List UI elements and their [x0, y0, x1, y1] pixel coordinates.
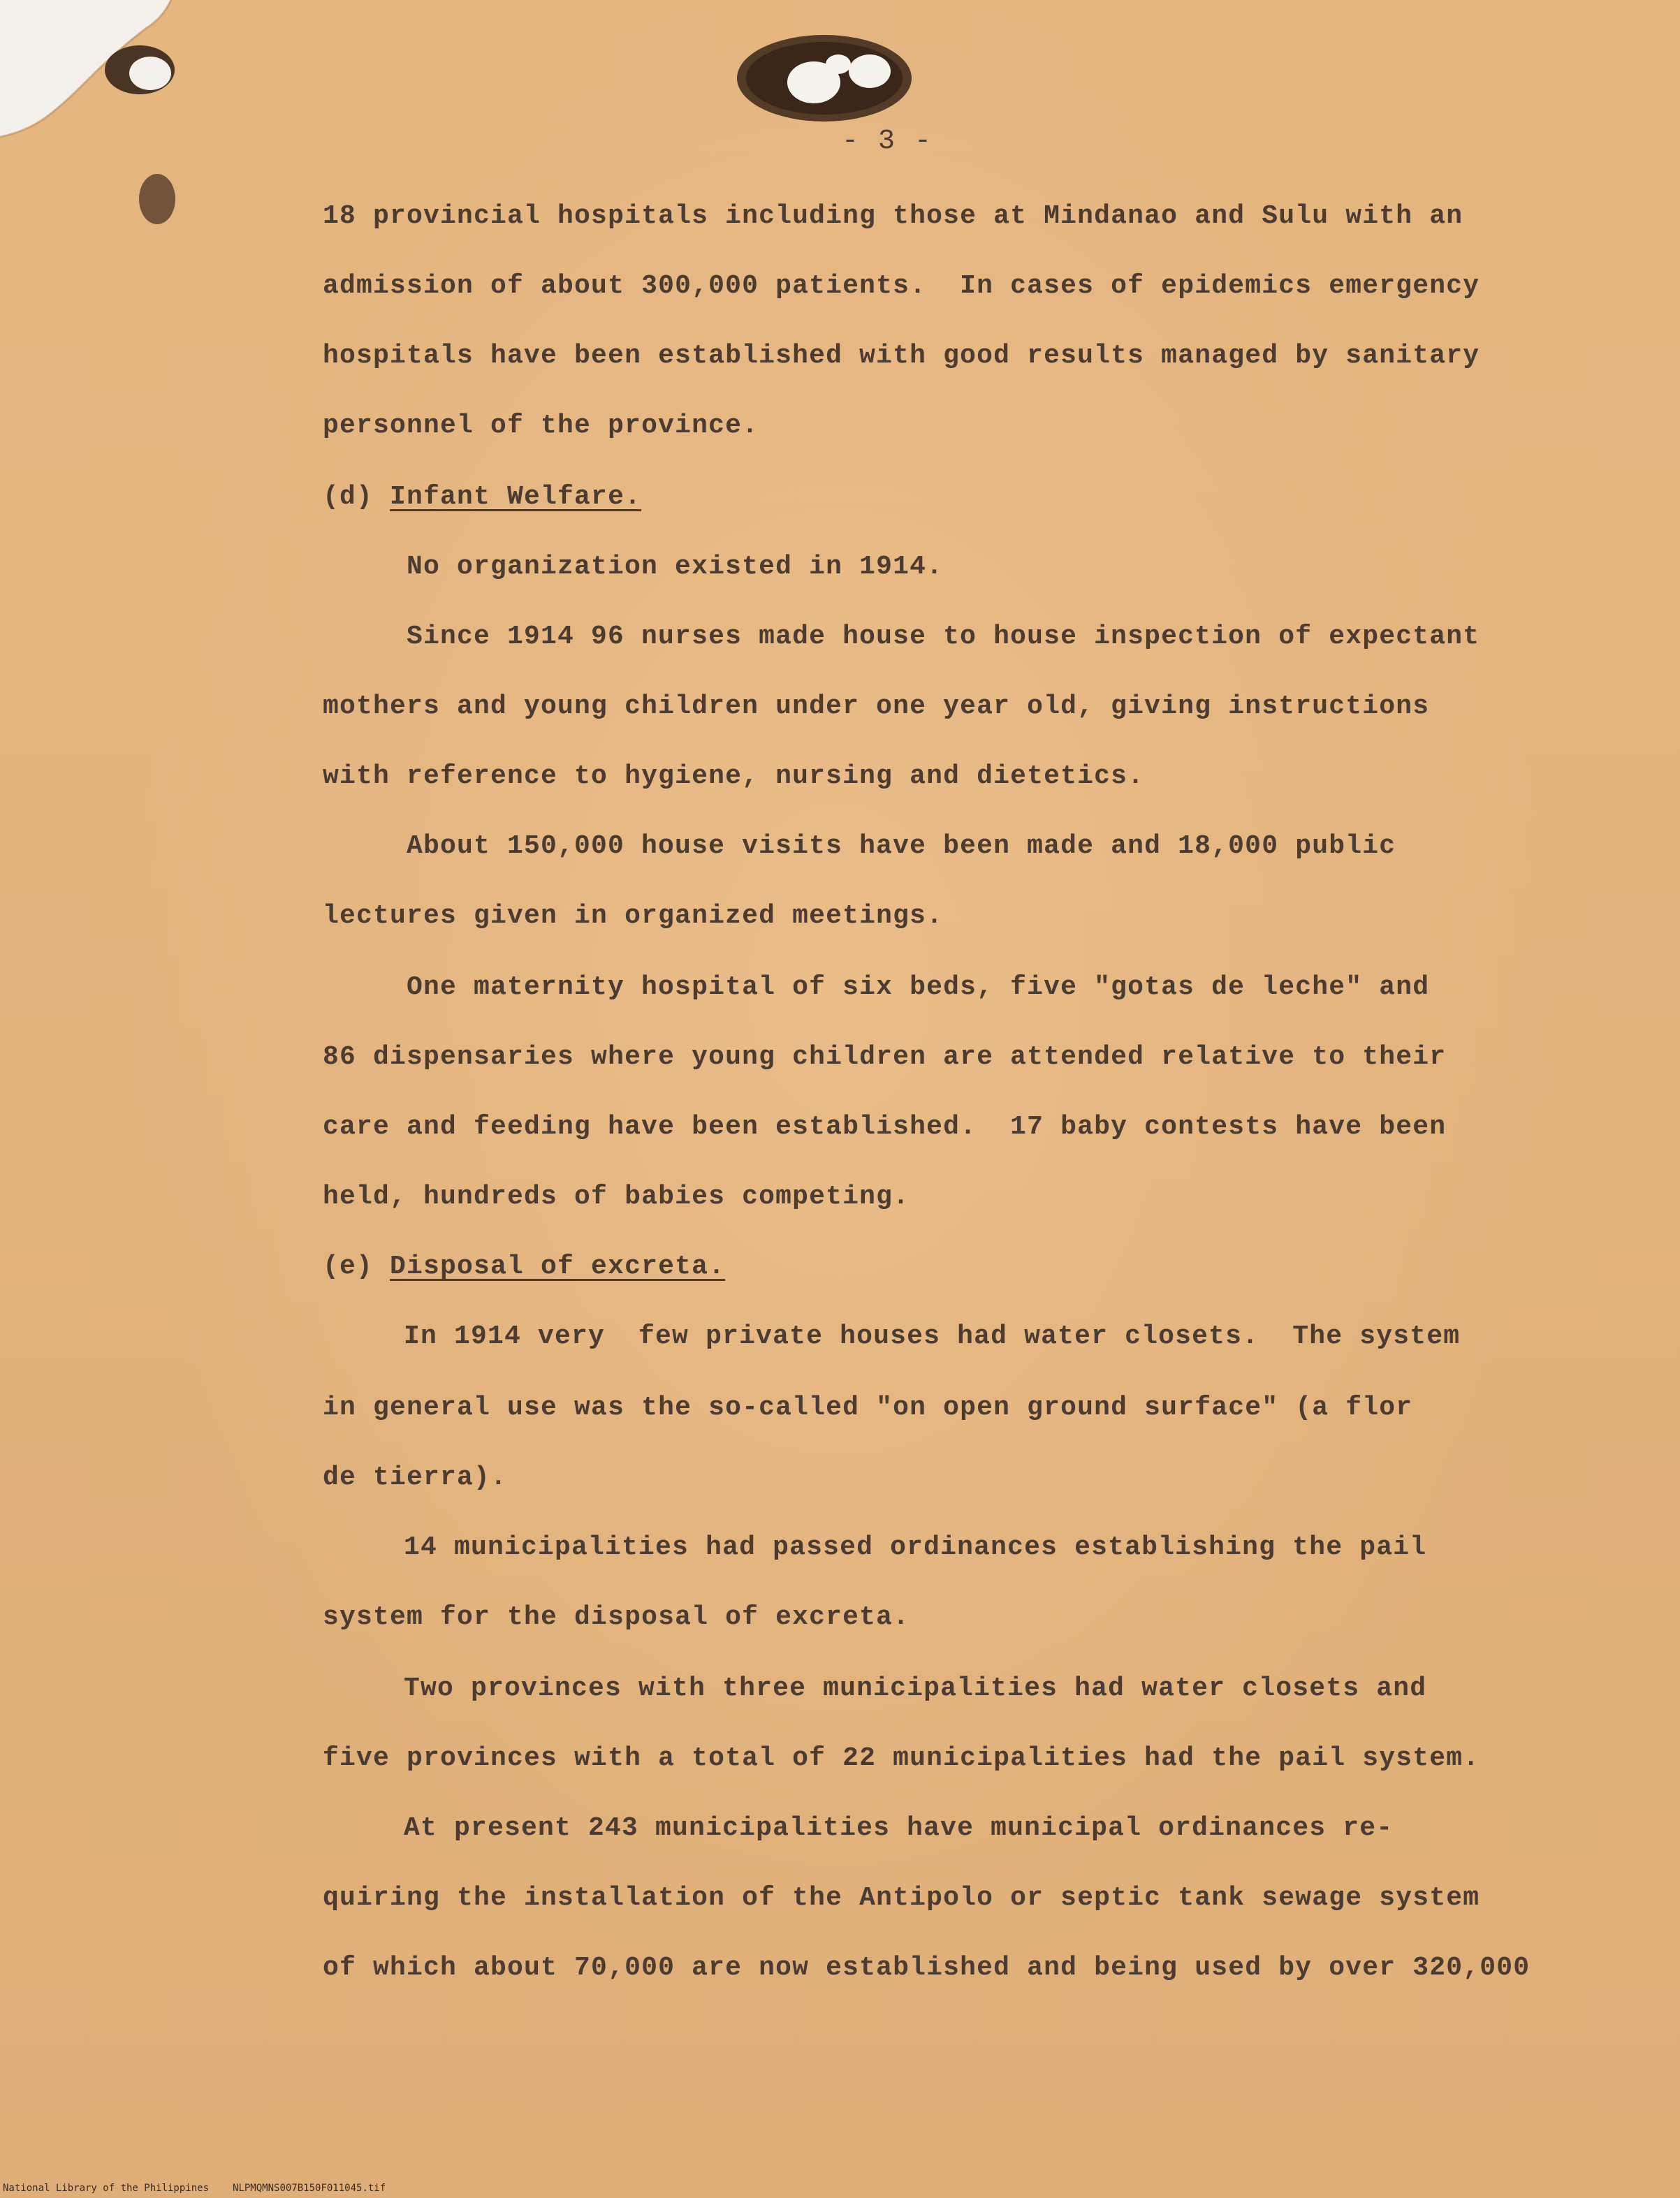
text-line: mothers and young children under one year old, giving instructions: [323, 691, 1430, 721]
text-line: personnel of the province.: [323, 411, 759, 441]
burn-mark-top: [733, 28, 915, 126]
text-line: Since 1914 96 nurses made house to house inspection of expectant: [407, 622, 1480, 652]
text-line: Two provinces with three municipalities had water closets and: [404, 1673, 1427, 1704]
text-line: care and feeding have been established. 17 baby contests have been: [323, 1112, 1447, 1142]
text-line: No organization existed in 1914.: [407, 552, 944, 582]
text-line: system for the disposal of excreta.: [323, 1602, 910, 1632]
text-line: 86 dispensaries where young children are attended relative to their: [323, 1042, 1447, 1072]
text-line: hospitals have been established with good results managed by sanitary: [323, 341, 1480, 371]
text-line: In 1914 very few private houses had water closets. The system: [404, 1321, 1461, 1351]
text-line: held, hundreds of babies competing.: [323, 1182, 910, 1212]
heading-text: Infant Welfare.: [390, 482, 642, 512]
scan-footer: [3, 2183, 409, 2194]
text-line: admission of about 300,000 patients. In cases of epidemics emergency: [323, 271, 1480, 301]
page-number: - 3 -: [842, 126, 933, 157]
text-line: with reference to hygiene, nursing and dietetics.: [323, 761, 1145, 791]
section-heading-infant-welfare: [323, 482, 641, 512]
text-line: in general use was the so-called "on open ground surface" (a flor: [323, 1393, 1413, 1423]
text-line: five provinces with a total of 22 municipalities had the pail system.: [323, 1743, 1480, 1773]
text-line: quiring the installation of the Antipolo or septic tank sewage system: [323, 1883, 1480, 1913]
section-heading-disposal-of-excreta: [323, 1252, 725, 1282]
torn-corner-damage: [0, 0, 175, 140]
heading-text: Disposal of excreta.: [390, 1252, 726, 1282]
text-line: 18 provincial hospitals including those at Mindanao and Sulu with an: [323, 201, 1463, 231]
text-line: de tierra).: [323, 1463, 508, 1493]
ink-spot: [133, 168, 182, 230]
text-line: About 150,000 house visits have been made and 18,000 public: [407, 831, 1396, 861]
file-name: NLPMQMNS007B150F011045.tif: [233, 2183, 386, 2194]
text-line: One maternity hospital of six beds, five "gotas de leche" and: [407, 972, 1430, 1002]
text-line: lectures given in organized meetings.: [323, 901, 944, 931]
heading-prefix: (e): [323, 1252, 390, 1282]
library-credit: National Library of the Philippines: [3, 2183, 210, 2194]
text-line: 14 municipalities had passed ordinances establishing the pail: [404, 1532, 1427, 1562]
text-line: of which about 70,000 are now established and being used by over 320,000: [323, 1953, 1531, 1983]
heading-prefix: (d): [323, 482, 390, 512]
text-line: At present 243 municipalities have municipal ordinances re-: [404, 1813, 1394, 1843]
